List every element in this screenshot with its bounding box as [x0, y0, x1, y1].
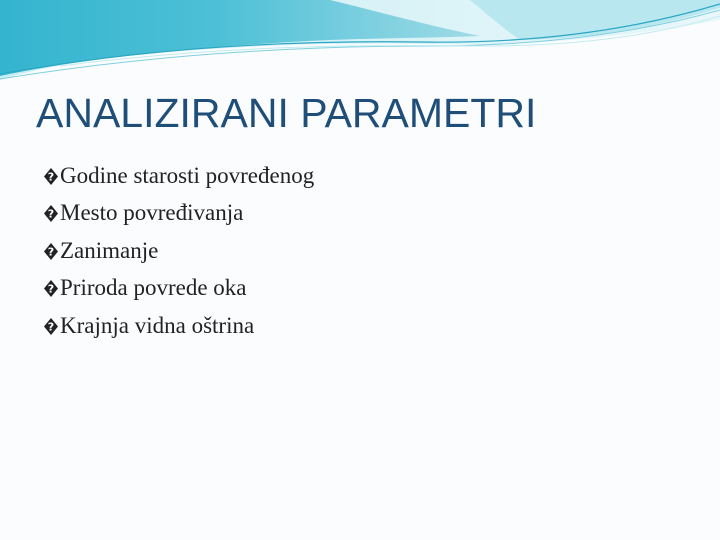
list-item	[44, 232, 314, 270]
list-item	[44, 307, 314, 345]
list-item	[44, 157, 314, 195]
replacement-character-icon	[44, 168, 58, 185]
bullet-list	[44, 157, 314, 345]
svg-text:?: ?	[47, 207, 55, 221]
header-wave-decoration	[0, 0, 720, 90]
slide-title: ANALIZIRANI PARAMETRI	[36, 90, 537, 136]
svg-text:?: ?	[47, 245, 55, 259]
bullet-text: Priroda povrede oka	[60, 275, 247, 301]
replacement-character-icon	[44, 243, 58, 260]
list-item	[44, 270, 314, 308]
replacement-character-icon	[44, 205, 58, 222]
bullet-text: Zanimanje	[60, 237, 159, 263]
list-item	[44, 195, 314, 233]
bullet-text: Krajnja vidna oštrina	[60, 312, 255, 338]
bullet-text: Godine starosti povređenog	[60, 162, 315, 188]
replacement-character-icon	[44, 318, 58, 335]
svg-text:?: ?	[47, 170, 55, 184]
replacement-character-icon	[44, 280, 58, 297]
svg-text:?: ?	[47, 282, 55, 296]
svg-text:?: ?	[47, 320, 55, 334]
bullet-text: Mesto povređivanja	[60, 200, 244, 226]
